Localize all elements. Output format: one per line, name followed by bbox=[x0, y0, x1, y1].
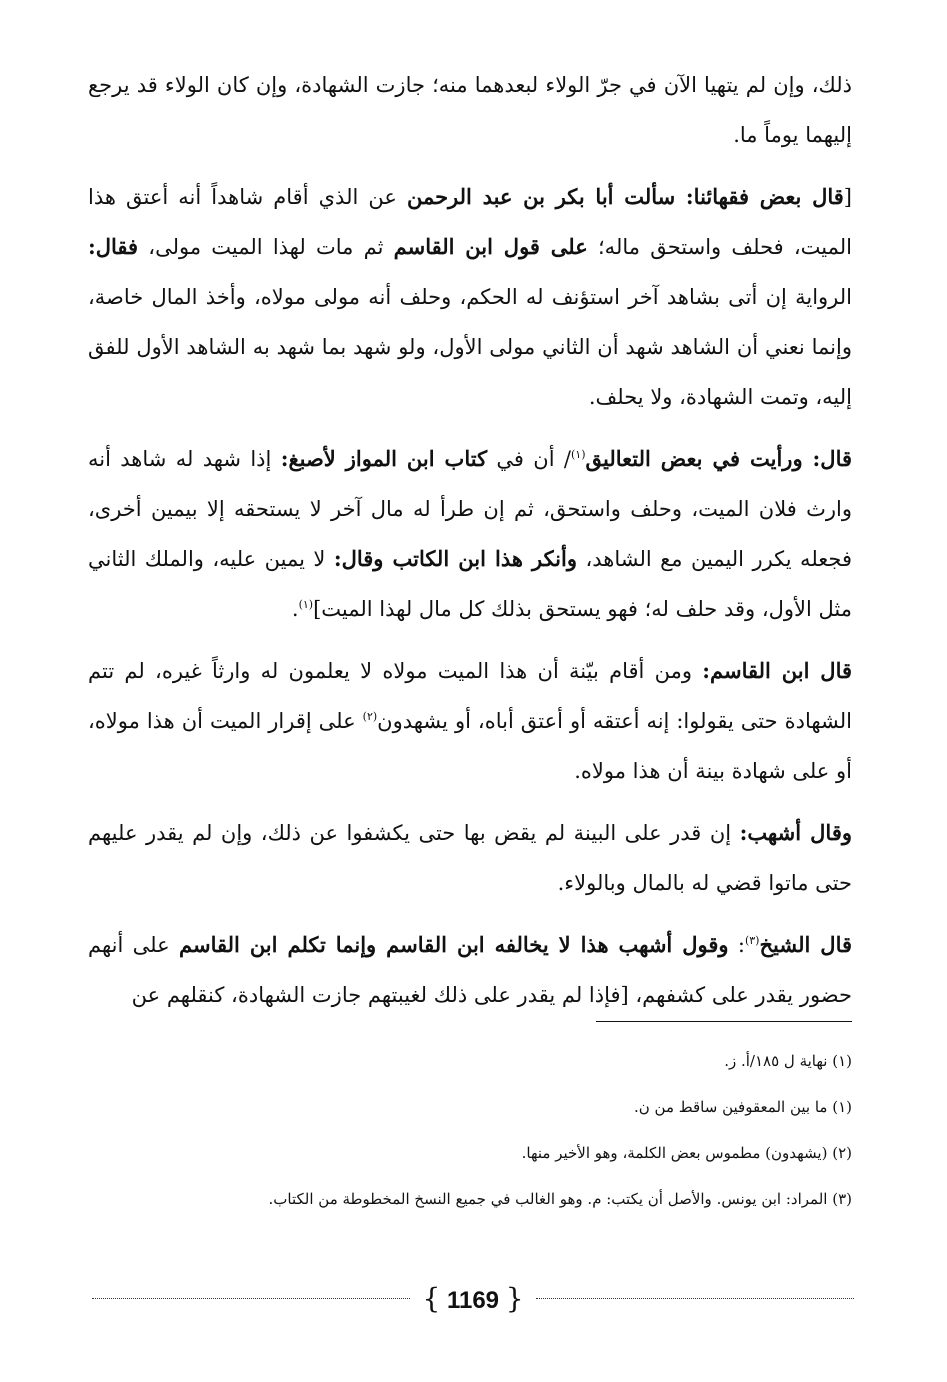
footnote-item: (١) نهاية ل ١٨٥/أ. ز. bbox=[724, 1052, 852, 1070]
paragraph bbox=[88, 434, 852, 634]
text-segment: ومن أقام بيّنة أن هذا الميت مولاه لا يعلمون له وارثاً غيره، لم تتم الشهادة حتى يقولوا: إنه أعتقه أو أعتق أباه، أو يشهدون bbox=[88, 659, 852, 733]
text-segment: لا يمين عليه، والملك الثاني مثل الأول، وقد حلف له؛ فهو يستحق بذلك كل مال لهذا الميت] bbox=[88, 547, 852, 621]
text-segment: على أنهم حضور يقدر على كشفهم، [فإذا لم يقدر على ذلك لغيبتهم جازت الشهادة، كنقلهم عن bbox=[88, 933, 852, 1007]
bold-text: وقال أشهب: bbox=[739, 820, 852, 845]
left-brace-ornament: { bbox=[422, 1282, 441, 1315]
paragraph bbox=[88, 808, 852, 908]
text-segment: إذا شهد له شاهد أنه وارث فلان الميت، وحلف واستحق، ثم إن طرأ له مال آخر لا يستحقه إلا بيمين أخرى، فجعله يكرر اليمين مع الشاهد، bbox=[88, 447, 852, 571]
page-number-box bbox=[410, 1284, 536, 1316]
main-text bbox=[88, 60, 852, 1032]
text-segment: الرواية إن أتى بشاهد آخر استؤنف له الحكم، وحلف أنه مولى مولاه، وأخذ المال خاصة، وإنما نعني أن الشاهد شهد أن الثاني مولى الأول، ولو شهد بما شهد به الشاهد الأول للفق إليه، وتمت الشهادة، ولا يحلف. bbox=[88, 285, 852, 409]
footnote-marker: (٢) bbox=[362, 710, 378, 723]
paragraph bbox=[88, 172, 852, 422]
footnote-marker: (١) bbox=[570, 448, 586, 461]
text-segment: ثم مات لهذا الميت مولى، bbox=[138, 235, 394, 259]
bold-text: كتاب ابن المواز لأصبغ: bbox=[280, 446, 488, 471]
footnote-item: (١) ما بين المعقوفين ساقط من ن. bbox=[634, 1098, 852, 1116]
footer-rule-left bbox=[92, 1298, 410, 1299]
bold-text: وأنكر هذا ابن الكاتب وقال: bbox=[333, 546, 577, 571]
bold-text: وقول أشهب هذا لا يخالفه ابن القاسم وإنما تكلم ابن القاسم bbox=[179, 932, 729, 957]
text-segment: إن قدر على البينة لم يقض بها حتى يكشفوا عن ذلك، وإن لم يقدر عليهم حتى ماتوا قضي له بالمال وبالولاء. bbox=[88, 821, 852, 895]
text-segment: [ bbox=[843, 185, 852, 209]
bold-text: قال: ورأيت في بعض التعاليق bbox=[585, 446, 853, 471]
text-segment: : bbox=[728, 933, 745, 957]
text-segment: على إقرار الميت أن هذا مولاه، أو على شهادة بينة أن هذا مولاه. bbox=[88, 709, 852, 783]
bold-text: قال ابن القاسم: bbox=[702, 658, 853, 683]
footnotes bbox=[88, 1050, 852, 1234]
paragraph bbox=[88, 60, 852, 160]
footnote-item: (٢) (يشهدون) مطموس بعض الكلمة، وهو الأخير منها. bbox=[521, 1144, 852, 1162]
footnote-marker: (٣) bbox=[744, 934, 760, 947]
bold-text: فقال: bbox=[88, 234, 139, 259]
text-segment: عن الذي أقام شاهداً أنه أعتق هذا الميت، فحلف واستحق ماله؛ bbox=[88, 185, 852, 259]
footnote-marker: (١) bbox=[298, 598, 314, 611]
paragraph bbox=[88, 920, 852, 1020]
text-segment: . bbox=[291, 597, 299, 621]
footnote-item: (٣) المراد: ابن يونس. والأصل أن يكتب: م. وهو الغالب في جميع النسخ المخطوطة من الكتاب. bbox=[268, 1190, 852, 1208]
text-segment: ذلك، وإن لم يتهيا الآن في جرّ الولاء لبعدهما منه؛ جازت الشهادة، وإن كان الولاء قد يرجع إليهما يوماً ما. bbox=[88, 73, 852, 147]
footnote-divider bbox=[596, 1021, 852, 1022]
bold-text: قال بعض فقهائنا: سألت أبا بكر بن عبد الرحمن bbox=[406, 184, 844, 209]
bold-text: على قول ابن القاسم bbox=[393, 234, 588, 259]
footer-rule-right bbox=[536, 1298, 854, 1299]
bold-text: قال الشيخ bbox=[759, 932, 853, 957]
page-footer bbox=[92, 1284, 854, 1320]
page-number: 1169 bbox=[446, 1287, 500, 1314]
right-brace-ornament: } bbox=[505, 1282, 524, 1315]
paragraph bbox=[88, 646, 852, 796]
text-segment: / أن في bbox=[487, 447, 571, 471]
